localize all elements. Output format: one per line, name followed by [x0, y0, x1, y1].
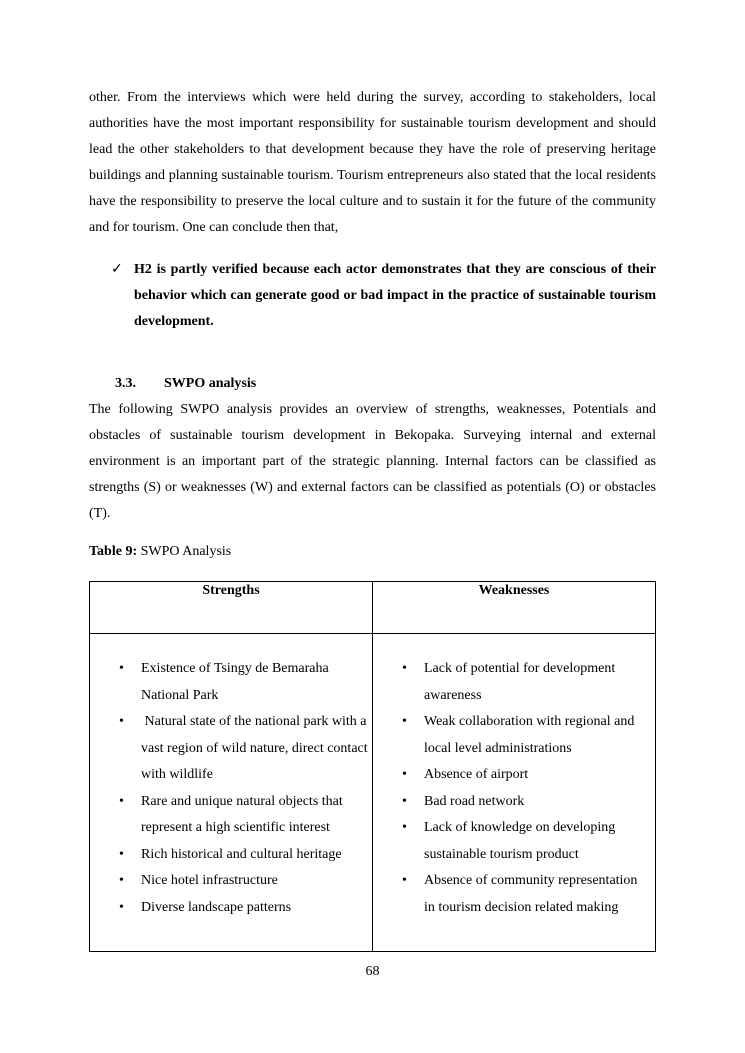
bullet-icon: •: [402, 661, 407, 676]
weakness-text: Lack of potential for development awareness: [424, 661, 616, 703]
bullet-icon: •: [119, 793, 124, 809]
strengths-header: Strengths: [202, 583, 260, 598]
weaknesses-header-cell: [373, 582, 656, 634]
weaknesses-header: Weaknesses: [478, 583, 550, 598]
list-item: [119, 895, 368, 922]
bullet-icon: •: [119, 661, 124, 676]
list-item: [119, 789, 368, 842]
strength-text: Natural state of the national park with a vast region of wild nature, direct contact with wildlife: [141, 714, 372, 782]
list-item: [402, 656, 651, 709]
list-item: [402, 868, 651, 921]
bullet-icon: •: [402, 820, 407, 835]
bullet-icon: •: [402, 873, 407, 888]
list-item: [402, 789, 651, 816]
section-number: 3.3.: [115, 376, 136, 391]
strength-text: Rich historical and cultural heritage: [141, 846, 342, 862]
table-caption: [89, 539, 656, 565]
strength-text: Rare and unique natural objects that represent a high scientific interest: [141, 793, 343, 835]
strengths-list: [90, 656, 372, 921]
bullet-icon: •: [119, 873, 124, 888]
table-caption-text: SWPO Analysis: [137, 544, 232, 559]
weakness-text: Absence of airport: [424, 767, 529, 782]
list-item: [402, 815, 651, 868]
weaknesses-cell: [373, 634, 656, 952]
strength-text: Existence of Tsingy de Bemaraha National Park: [141, 661, 329, 703]
checkmark-icon: ✓: [111, 262, 123, 277]
bullet-icon: •: [402, 767, 407, 782]
list-item: [119, 656, 368, 709]
weaknesses-list: [373, 656, 655, 921]
strength-text: Diverse landscape patterns: [141, 899, 292, 915]
page-number: 68: [365, 964, 380, 979]
weakness-text: Weak collaboration with regional and local level administrations: [424, 714, 635, 756]
weakness-text: Bad road network: [424, 793, 525, 809]
weakness-text: Lack of knowledge on developing sustainable tourism product: [424, 820, 616, 862]
intro-paragraph: other. From the interviews which were held during the survey, according to stakeholders, local authorities have the most important responsibility for sustainable tourism development and should lead the other stakeholders to that development because they have the role of preserving heritage buildings and planning sustainable tourism. Tourism entrepreneurs also stated that the local residents have the responsibility to preserve the local culture and to sustain it for the future of the community and for tourism. One can conclude then that,: [89, 90, 656, 235]
swpo-table: [89, 581, 656, 952]
strengths-cell: [90, 634, 373, 952]
bullet-icon: •: [119, 714, 124, 729]
list-item: [119, 842, 368, 869]
list-item: [119, 868, 368, 895]
strengths-header-cell: [90, 582, 373, 634]
section-title: SWPO analysis: [164, 376, 257, 391]
list-item: [119, 709, 372, 789]
bullet-icon: •: [119, 899, 124, 915]
list-item: [402, 709, 651, 762]
bullet-icon: •: [402, 714, 407, 729]
list-item: [402, 762, 651, 789]
section-heading: [89, 371, 656, 397]
weakness-text: Absence of community representation in tourism decision related making: [424, 873, 638, 915]
hypothesis-item: [89, 257, 656, 335]
document-page: [89, 85, 656, 952]
strength-text: Nice hotel infrastructure: [141, 873, 278, 888]
bullet-icon: •: [402, 793, 407, 809]
table-caption-label: Table 9:: [89, 544, 138, 559]
hypothesis-text: H2 is partly verified because each actor demonstrates that they are conscious of their behavior which can generate good or bad impact in the practice of sustainable tourism development.: [134, 262, 656, 329]
section-paragraph: The following SWPO analysis provides an overview of strengths, weaknesses, Potentials and obstacles of sustainable tourism development in Bekopaka. Surveying internal and external environment is an important part of the strategic planning. Internal factors can be classified as strengths (S) or weaknesses (W) and external factors can be classified as potentials (O) or obstacles (T).: [89, 402, 656, 521]
bullet-icon: •: [119, 846, 124, 862]
